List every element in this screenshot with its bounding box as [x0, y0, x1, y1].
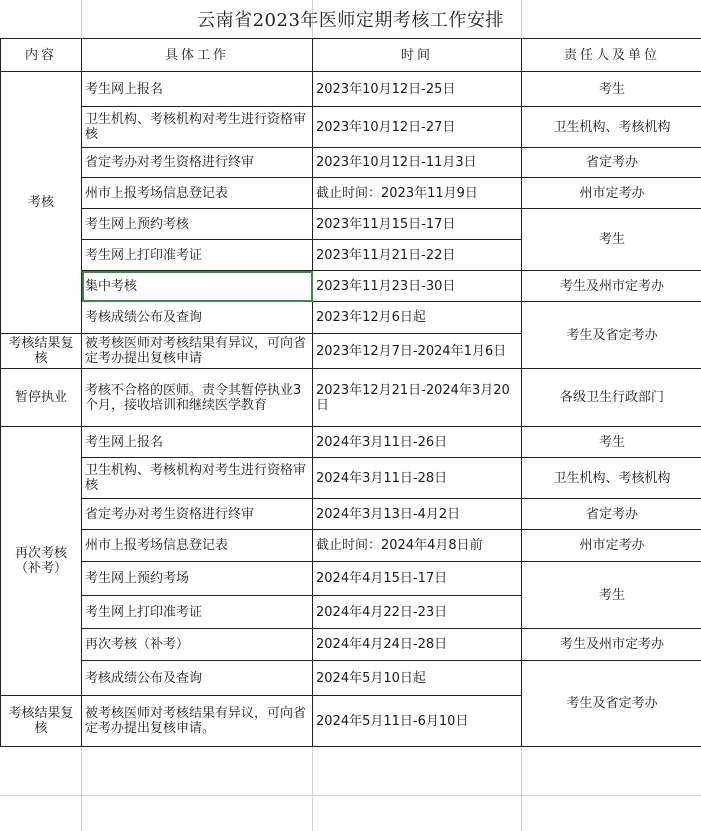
owner-cell[interactable]: 卫生机构、考核机构: [522, 107, 701, 148]
header-row: [1, 39, 701, 72]
work-cell[interactable]: 省定考办对考生资格进行终审: [82, 148, 313, 178]
owner-cell[interactable]: 考生: [522, 209, 701, 271]
work-cell[interactable]: 被考核医师对考核结果有异议，可向省定考办提出复核申请: [82, 334, 313, 369]
work-cell[interactable]: 考核成绩公布及查询: [82, 661, 313, 696]
selected-cell[interactable]: 集中考核: [82, 271, 313, 302]
work-cell[interactable]: 考生网上预约考核: [82, 209, 313, 240]
work-cell[interactable]: 考生网上打印准考证: [82, 240, 313, 271]
time-cell[interactable]: 2024年4月22日-23日: [313, 596, 522, 629]
time-cell[interactable]: 2023年12月6日起: [313, 302, 522, 334]
time-cell[interactable]: 2023年11月15日-17日: [313, 209, 522, 240]
owner-cell[interactable]: 考生及州市定考办: [522, 271, 701, 302]
table-row: [1, 72, 701, 107]
time-cell[interactable]: 2024年3月11日-26日: [313, 427, 522, 458]
header-time[interactable]: 时间: [313, 39, 522, 72]
table-row: [1, 562, 701, 596]
owner-cell[interactable]: 各级卫生行政部门: [522, 369, 701, 427]
work-cell[interactable]: 卫生机构、考核机构对考生进行资格审核: [82, 458, 313, 499]
work-cell[interactable]: 州市上报考场信息登记表: [82, 178, 313, 209]
table-row: [1, 629, 701, 661]
work-cell[interactable]: 考生网上预约考场: [82, 562, 313, 596]
owner-cell[interactable]: 州市定考办: [522, 530, 701, 562]
table-row: [1, 369, 701, 427]
content-cell[interactable]: 考核: [1, 72, 82, 334]
work-cell[interactable]: 考生网上打印准考证: [82, 596, 313, 629]
time-cell[interactable]: 2023年11月21日-22日: [313, 240, 522, 271]
time-cell[interactable]: 2024年5月11日-6月10日: [313, 696, 522, 747]
owner-cell[interactable]: 省定考办: [522, 499, 701, 530]
work-cell[interactable]: 考生网上报名: [82, 427, 313, 458]
work-cell[interactable]: 考核不合格的医师。责令其暂停执业3个月，接收培训和继续医学教育: [82, 369, 313, 427]
time-cell[interactable]: 截止时间：2024年4月8日前: [313, 530, 522, 562]
header-owner[interactable]: 责任人及单位: [522, 39, 701, 72]
time-cell[interactable]: 2024年5月10日起: [313, 661, 522, 696]
header-content[interactable]: 内容: [1, 39, 82, 72]
page-title: 云南省2023年医师定期考核工作安排: [197, 10, 504, 31]
owner-cell[interactable]: 卫生机构、考核机构: [522, 458, 701, 499]
owner-cell[interactable]: 州市定考办: [522, 178, 701, 209]
work-cell[interactable]: 州市上报考场信息登记表: [82, 530, 313, 562]
time-cell[interactable]: 2024年3月11日-28日: [313, 458, 522, 499]
owner-cell[interactable]: 考生: [522, 427, 701, 458]
table-row: [1, 661, 701, 696]
time-cell[interactable]: 2023年12月21日-2024年3月20日: [313, 369, 522, 427]
work-cell[interactable]: 被考核医师对考核结果有异议，可向省定考办提出复核申请。: [82, 696, 313, 747]
content-cell[interactable]: 考核结果复核: [1, 334, 82, 369]
time-cell[interactable]: 2023年10月12日-25日: [313, 72, 522, 107]
table-row: [1, 427, 701, 458]
owner-cell[interactable]: 考生及省定考办: [522, 661, 701, 747]
table-row: [1, 302, 701, 334]
work-cell[interactable]: 再次考核（补考）: [82, 629, 313, 661]
schedule-table: [0, 38, 701, 747]
content-cell[interactable]: 暂停执业: [1, 369, 82, 427]
time-cell[interactable]: 2024年3月13日-4月2日: [313, 499, 522, 530]
time-cell[interactable]: 2023年12月7日-2024年1月6日: [313, 334, 522, 369]
table-row: [1, 107, 701, 148]
time-cell[interactable]: 截止时间：2023年11月9日: [313, 178, 522, 209]
content-cell[interactable]: 再次考核（补考）: [1, 427, 82, 696]
owner-cell[interactable]: 省定考办: [522, 148, 701, 178]
work-cell[interactable]: 考核成绩公布及查询: [82, 302, 313, 334]
time-cell[interactable]: 2023年10月12日-11月3日: [313, 148, 522, 178]
time-cell[interactable]: 2023年10月12日-27日: [313, 107, 522, 148]
table-row: [1, 530, 701, 562]
owner-cell[interactable]: 考生: [522, 562, 701, 629]
time-cell[interactable]: 2024年4月15日-17日: [313, 562, 522, 596]
table-row: [1, 178, 701, 209]
header-work[interactable]: 具体工作: [82, 39, 313, 72]
table-row: [1, 458, 701, 499]
table-row: [1, 499, 701, 530]
content-cell[interactable]: 考核结果复核: [1, 696, 82, 747]
table-row: [1, 209, 701, 240]
owner-cell[interactable]: 考生及省定考办: [522, 302, 701, 369]
owner-cell[interactable]: 考生及州市定考办: [522, 629, 701, 661]
owner-cell[interactable]: 考生: [522, 72, 701, 107]
work-cell[interactable]: 考生网上报名: [82, 72, 313, 107]
time-cell[interactable]: 2024年4月24日-28日: [313, 629, 522, 661]
work-cell[interactable]: 省定考办对考生资格进行终审: [82, 499, 313, 530]
table-row: [1, 148, 701, 178]
time-cell[interactable]: 2023年11月23日-30日: [313, 271, 522, 302]
table-row: [1, 271, 701, 302]
work-cell[interactable]: 卫生机构、考核机构对考生进行资格审核: [82, 107, 313, 148]
